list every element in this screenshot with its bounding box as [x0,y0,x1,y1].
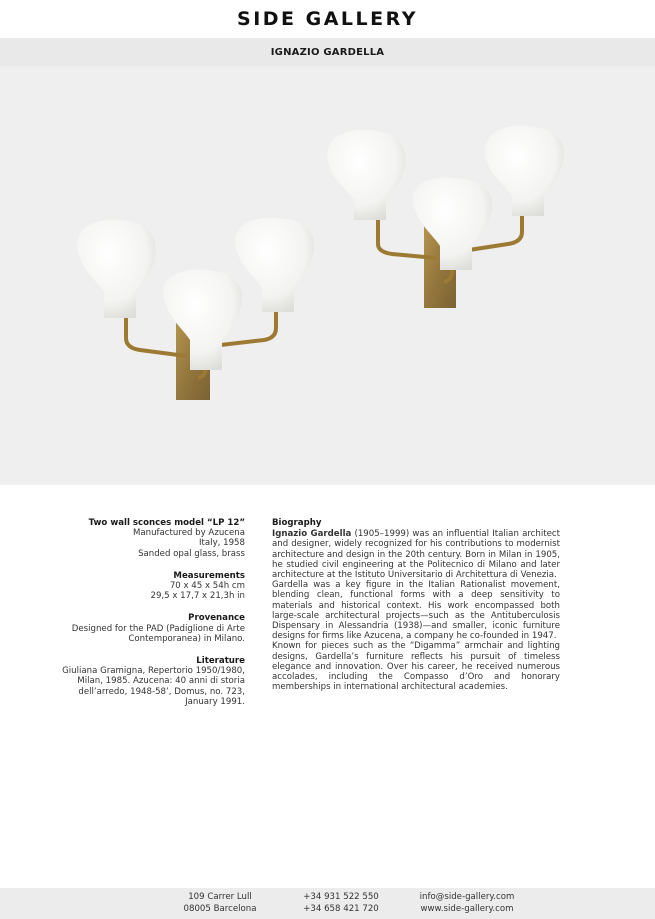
product-details [40,518,245,707]
website-link[interactable]: www.side-gallery.com [420,903,514,914]
sconce-right [327,126,564,308]
product-photo [0,66,655,485]
materials: Sanded opal glass, brass [138,548,245,559]
footer-phones [290,892,392,915]
origin: Italy, 1958 [199,538,245,549]
designer-name-bar [0,38,655,66]
biography-paragraph: Gardella was a key figure in the Italian Rationalist movement, blending clean, functional forms with a deep sensitivity to materials and historical context. His work encompassed both large-scale architectural projects—such as the Antituberculosis Dispensary in Alessandria (1938)—and smaller, iconic furniture designs for firms like Azucena, a company he co-founded in 1947. [272,580,560,642]
measurements-cm: 70 x 45 x 54h cm [169,581,245,592]
biography-heading: Biography [272,518,322,528]
literature-line: January 1991. [185,696,245,707]
wall-sconce-pair-photo [0,66,655,485]
literature-line: Giuliana Gramigna, Repertorio 1950/1980, [62,666,245,677]
address-line: 109 Carrer Lull [188,892,252,902]
measurements-heading: Measurements [173,570,245,581]
biography [272,518,560,692]
email-link[interactable]: info@side-gallery.com [419,892,515,902]
brand-logo[interactable]: SIDE GALLERY [237,8,418,30]
literature-line: dell’arredo, 1948-58’, Domus, no. 723, [78,686,245,697]
product-title: Two wall sconces model “LP 12” [88,518,245,528]
designer-name: IGNAZIO GARDELLA [270,46,385,58]
sconce-left [77,218,314,400]
provenance-line: Contemporanea) in Milano. [128,633,245,644]
provenance-line: Designed for the PAD (Padiglione di Arte [71,623,245,634]
address-line: 08005 Barcelona [183,903,257,914]
biography-paragraph: Known for pieces such as the “Digamma” armchair and lighting designs, Gardella’s furniture reflects his pursuit of timeless elegance and innovation. Over his career, he received numerous accolades, including the Compasso d’Oro and honorary memberships in international architectural academies. [272,641,560,693]
literature-line: Milan, 1985. Azucena: 40 anni di storia [77,676,245,687]
measurements-in: 29,5 x 17,7 x 21,3h in [150,591,245,602]
biography-text: (1905–1999) was an influential Italian architect and designer, widely recognized for his contributions to modernist architecture and design in the 20th century. Born in Milan in 1905, he studied civil engineering at the Politecnico di Milano and later architecture at the Istituto Universitario di Architettura di Venezia. [272,529,560,581]
provenance-heading: Provenance [188,613,245,624]
phone-link[interactable]: +34 658 421 720 [303,903,379,914]
biography-paragraph [272,529,560,580]
biography-name: Ignazio Gardella [272,529,352,540]
literature-heading: Literature [196,656,245,667]
phone-link[interactable]: +34 931 522 550 [303,892,379,902]
footer-contact [412,892,522,915]
manufacturer: Manufactured by Azucena [132,528,245,539]
footer [0,888,655,919]
footer-address [170,892,270,915]
